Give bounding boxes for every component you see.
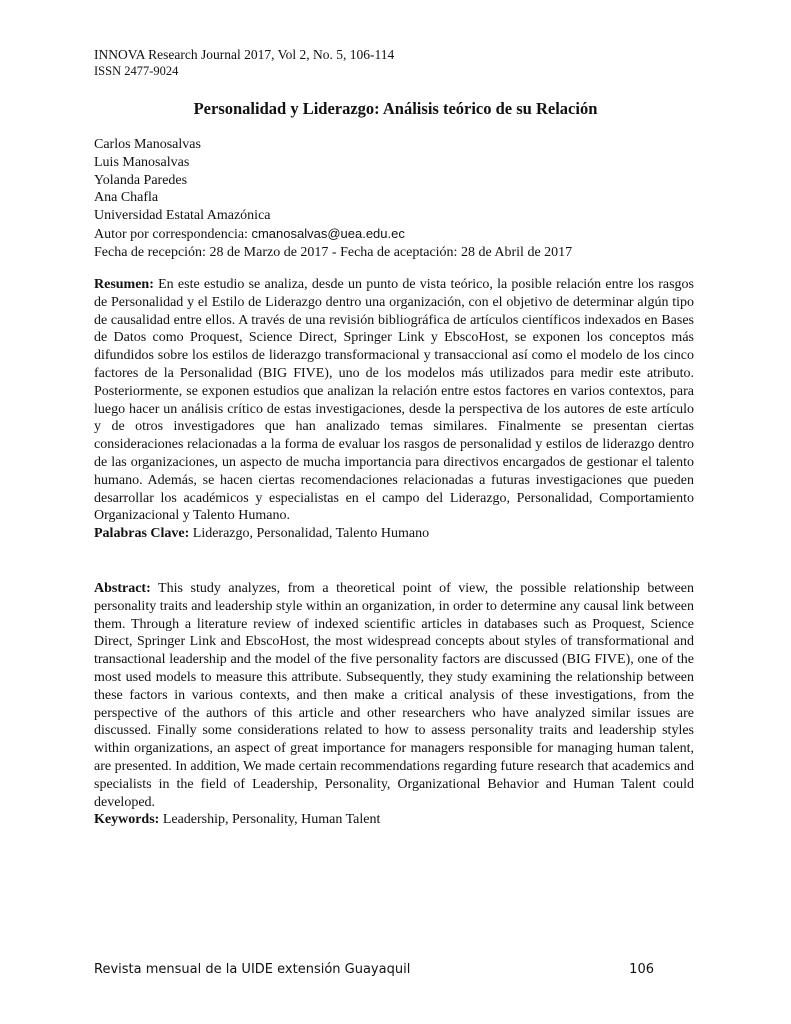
author-name: Ana Chafla	[94, 190, 159, 206]
abstract-section	[94, 580, 694, 829]
keywords-label: Keywords:	[94, 812, 160, 828]
affiliation: Universidad Estatal Amazónica	[94, 208, 271, 224]
resumen-label: Resumen:	[94, 277, 154, 292]
resumen-section	[94, 276, 694, 543]
correspondence-email[interactable]: cmanosalvas@uea.edu.ec	[251, 225, 405, 241]
abstract-text: This study analyzes, from a theoretical point of view, the possible relationship between personality traits and leadership style within an organization, in order to determine any causal link between them. Through a literature review of indexed scientific articles in databases such as Proquest, Science Direct, Springer Link and EbscoHost, the most widespread concepts about styles of transformational and transactional leadership and the model of the five personality factors are discussed (BIG FIVE), one of the most used models to measure this attribute. Subsequently, they study examining the relationship between these factors in various contexts, and then make a critical analysis of these investigations, from the perspective of the authors of this article and other researchers who have analyzed similar issues are discussed. Finally some considerations related to how to assess personality traits and leadership styles within organizations, an aspect of great importance for managers responsible for managing human talent, are presented. In addition, We made certain recommendations regarding future research that academics and specialists in the field of Leadership, Personality, Organizational Behavior and Human Talent could developed.	[94, 581, 695, 810]
author-block	[94, 136, 572, 262]
abstract-paragraph	[94, 580, 694, 811]
submission-dates: Fecha de recepción: 28 de Marzo de 2017 - Fecha de aceptación: 28 de Abril de 2017	[94, 244, 573, 260]
running-header	[94, 46, 394, 80]
keywords-text: Leadership, Personality, Human Talent	[159, 812, 381, 828]
author-name: Carlos Manosalvas	[94, 137, 201, 152]
author-name: Luis Manosalvas	[94, 154, 190, 170]
journal-citation: INNOVA Research Journal 2017, Vol 2, No. 5, 106-114	[94, 47, 395, 62]
page-number: 106	[629, 962, 654, 977]
resumen-paragraph	[94, 276, 694, 525]
correspondence-label: Autor por correspondencia:	[94, 226, 252, 242]
page-footer	[94, 962, 654, 977]
correspondence	[94, 225, 572, 244]
author-name: Yolanda Paredes	[94, 172, 188, 188]
resumen-text: En este estudio se analiza, desde un punto de vista teórico, la posible relación entre los rasgos de Personalidad y el Estilo de Liderazgo dentro una organización, con el objetivo de determinar algún tipo de causalidad entre ellos. A través de una revisión bibliográfica de artículos científicos indexados en Bases de Datos como Proquest, Science Direct, Springer Link y EbscoHost, se exponen los conceptos más difundidos sobre los estilos de liderazgo transformacional y transaccional así como el modelo de los cinco factores de la Personalidad (BIG FIVE), uno de los modelos más utilizados para medir este atributo. Posteriormente, se exponen estudios que analizan la relación entre estos factores en varios contextos, para luego hacer un análisis crítico de estas investigaciones, desde la perspectiva de los autores de este artículo y de otros investigadores que han analizado temas similares. Finalmente se presentan ciertas consideraciones relacionadas a la forma de evaluar los rasgos de personalidad y estilos de liderazgo dentro de las organizaciones, un aspecto de mucha importancia para directivos encargados de gestionar el talento humano. Además, se hacen ciertas recomendaciones relacionadas a futuras investigaciones que pueden desarrollar los académicos y especialistas en el campo del Liderazgo, Personalidad, Comportamiento Organizacional y Talento Humano.	[94, 277, 694, 524]
abstract-label: Abstract:	[94, 581, 151, 596]
issn: ISSN 2477-9024	[94, 64, 179, 78]
keywords	[94, 811, 694, 829]
palabras-clave-text: Liderazgo, Personalidad, Talento Humano	[189, 526, 430, 542]
palabras-clave	[94, 525, 694, 543]
palabras-clave-label: Palabras Clave:	[94, 526, 190, 542]
footer-journal: Revista mensual de la UIDE extensión Guayaquil	[94, 962, 411, 977]
paper-title: Personalidad y Liderazgo: Análisis teórico de su Relación	[193, 99, 598, 118]
